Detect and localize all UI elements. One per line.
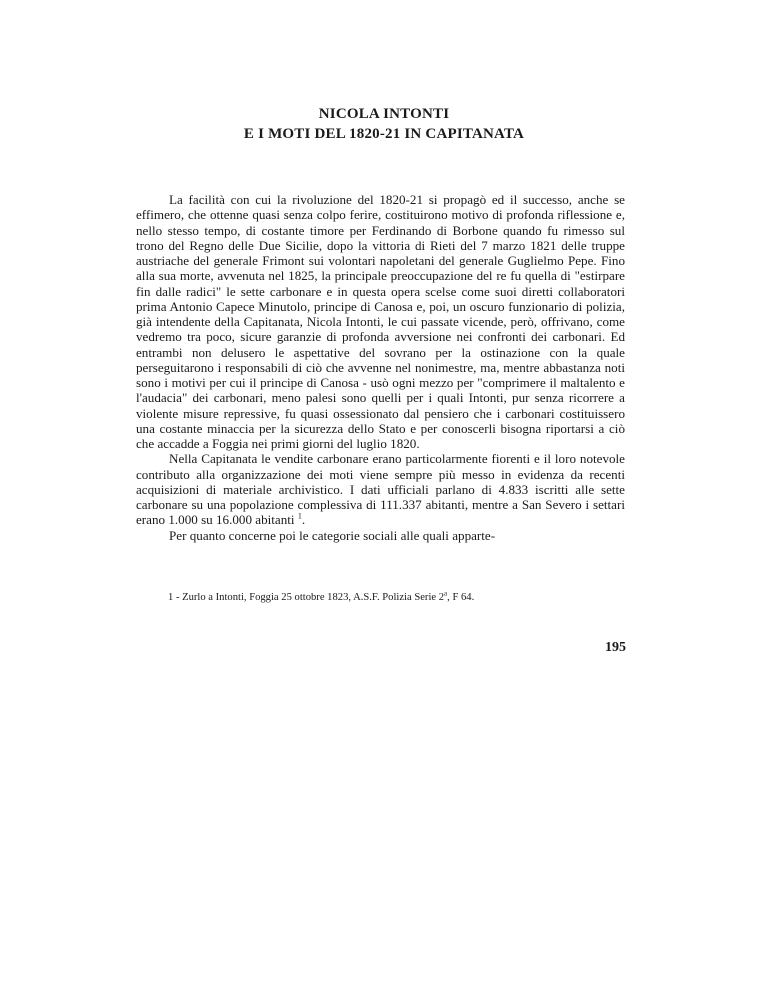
paragraph-2: Nella Capitanata le vendite carbonare erano particolarmente fiorenti e il loro notevole contributo alla organizzazione dei moti viene sempre più messo in evidenza da recenti acquisizioni di materiale archivistico. I dati ufficiali parlano di 4.833 iscritti alle sette carbonare su una popolazione complessiva di 111.337 abitanti, mentre a San Severo i settari erano 1.000 su 16.000 abitanti $^1$. bbox=[136, 451, 625, 528]
paragraph-1: La facilità con cui la rivoluzione del 1820-21 si propagò ed il successo, anche se effimero, che ottenne quasi senza colpo ferire, costituirono motivo di profonda riflessione e, nello stesso tempo, di costante timore per Ferdinando di Borbone quando fu rimesso sul trono del Regno delle Due Sicilie, dopo la vittoria di Rieti del 7 marzo 1821 delle truppe austriache del generale Frimont sui volontari napoletani del generale Guglielmo Pepe. Fino alla sua morte, avvenuta nel 1825, la principale preoccupazione del re fu quella di "estirpare fin dalle radici" le sette carbonare e in questa opera scelse come suoi diretti collaboratori prima Antonio Capece Minutolo, principe di Canosa e, poi, un oscuro funzionario di polizia, già intendente della Capitanata, Nicola Intonti, le cui passate vicende, però, offrivano, come vedremo tra poco, sicure garanzie di profonda avversione nei confronti dei carbonari. Ed entrambi non delusero le aspettative del sovrano per la ostinazione con la quale perseguitarono i responsabili di ciò che avvenne nel nonimestre, ma, mentre abbastanza noti sono i motivi per cui il principe di Canosa - usò ogni mezzo per "comprimere il maltalento e l'audacia" dei carbonari, meno palesi sono quelli per i quali Intonti, pur senza ricorrere a violente misure repressive, fu quasi ossessionato dal pensiero che i carbonari costituissero una costante minaccia per la sicurezza dello Stato e per conoscerli bisogna riportarsi a ciò che accadde a Foggia nei primi giorni del luglio 1820. bbox=[136, 192, 625, 451]
footnote-text-end: , F 64. bbox=[447, 592, 475, 603]
footnote bbox=[168, 591, 474, 604]
article-body bbox=[136, 192, 625, 543]
title-line-1: NICOLA INTONTI bbox=[318, 106, 450, 122]
footnote-superscript: a bbox=[444, 589, 448, 598]
paragraph-3: Per quanto concerne poi le categorie sociali alle quali apparte- bbox=[169, 527, 496, 543]
article-title bbox=[0, 104, 768, 144]
page-number: 195 bbox=[605, 640, 626, 655]
title-line-2: E I MOTI DEL 1820-21 IN CAPITANATA bbox=[243, 126, 525, 142]
footnote-reference: 1 bbox=[297, 511, 302, 521]
paragraph-2-text: Nella Capitanata le vendite carbonare erano particolarmente fiorenti e il loro notevole contributo alla organizzazione dei moti viene sempre più messo in evidenza da recenti acquisizioni di materiale archivistico. I dati ufficiali parlano di 4.833 iscritti alle sette carbonare su una popolazione complessiva di 111.337 abitanti, mentre a San Severo i settari erano 1.000 su 16.000 abitanti bbox=[136, 451, 625, 528]
footnote-text: 1 - Zurlo a Intonti, Foggia 25 ottobre 1823, A.S.F. Polizia Serie 2 bbox=[168, 592, 445, 603]
